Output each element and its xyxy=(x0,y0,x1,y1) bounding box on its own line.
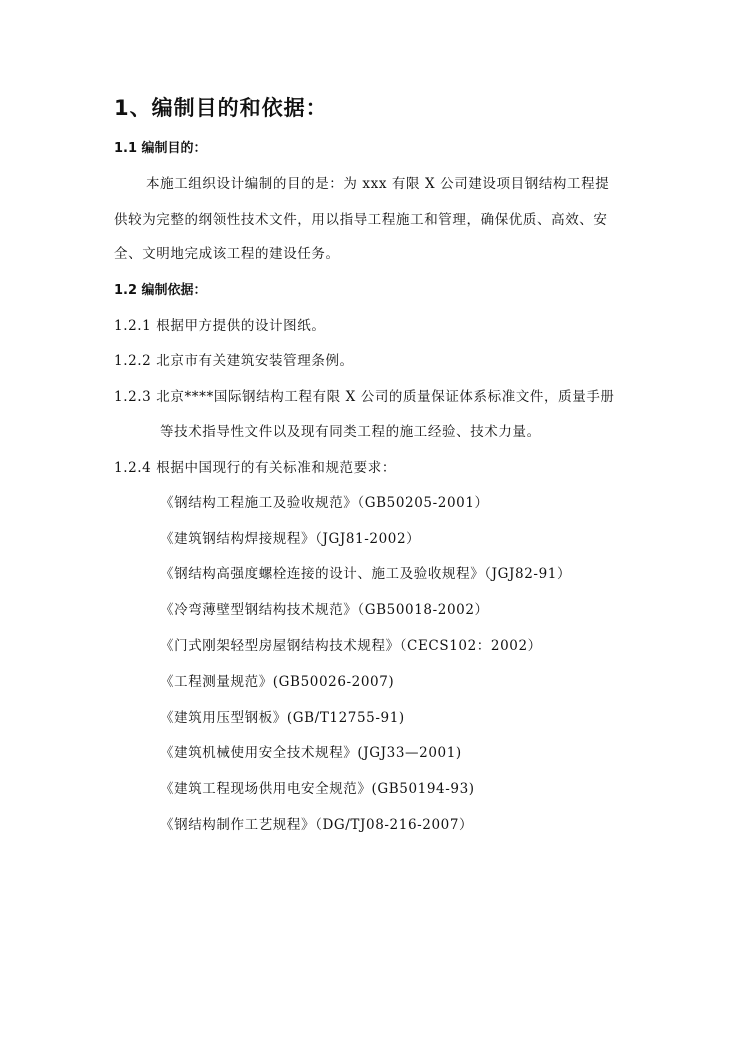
standard-item: 《钢结构工程施工及验收规范》（GB50205-2001） xyxy=(160,495,489,511)
purpose-line-2: 供较为完整的纲领性技术文件，用以指导工程施工和管理，确保优质、高效、安 xyxy=(114,212,608,228)
standard-item: 《建筑机械使用安全技术规程》(JGJ33—2001) xyxy=(160,745,462,761)
section-1-1-title: 1.1 编制目的： xyxy=(114,141,207,156)
purpose-line-3: 全、文明地完成该工程的建设任务。 xyxy=(114,246,340,262)
standard-item: 《钢结构制作工艺规程》（DG/TJ08-216-2007） xyxy=(160,817,474,833)
section-1-2-title: 1.2 编制依据： xyxy=(114,283,207,298)
basis-item-1: 1.2.1 根据甲方提供的设计图纸。 xyxy=(114,318,326,334)
standard-item: 《钢结构高强度螺栓连接的设计、施工及验收规程》（JGJ82-91） xyxy=(160,566,572,582)
basis-item-4: 1.2.4 根据中国现行的有关标准和规范要求： xyxy=(114,460,396,476)
standard-item: 《建筑钢结构焊接规程》（JGJ81-2002） xyxy=(160,531,421,547)
basis-item-3-line-2: 等技术指导性文件以及现有同类工程的施工经验、技术力量。 xyxy=(160,424,541,440)
main-heading: 1、编制目的和依据： xyxy=(114,96,328,120)
basis-item-2: 1.2.2 北京市有关建筑安装管理条例。 xyxy=(114,353,354,369)
purpose-line-1: 本施工组织设计编制的目的是：为 xxx 有限 X 公司建设项目钢结构工程提 xyxy=(146,176,610,192)
standard-item: 《建筑用压型钢板》(GB/T12755-91) xyxy=(160,710,405,726)
standard-item: 《门式刚架轻型房屋钢结构技术规程》（CECS102：2002） xyxy=(160,638,542,654)
standard-item: 《冷弯薄壁型钢结构技术规范》（GB50018-2002） xyxy=(160,602,489,618)
standard-item: 《工程测量规范》(GB50026-2007) xyxy=(160,674,395,690)
standard-item: 《建筑工程现场供用电安全规范》(GB50194-93) xyxy=(160,781,475,797)
basis-item-3-line-1: 1.2.3 北京****国际钢结构工程有限 X 公司的质量保证体系标准文件，质量手册 xyxy=(114,389,615,405)
